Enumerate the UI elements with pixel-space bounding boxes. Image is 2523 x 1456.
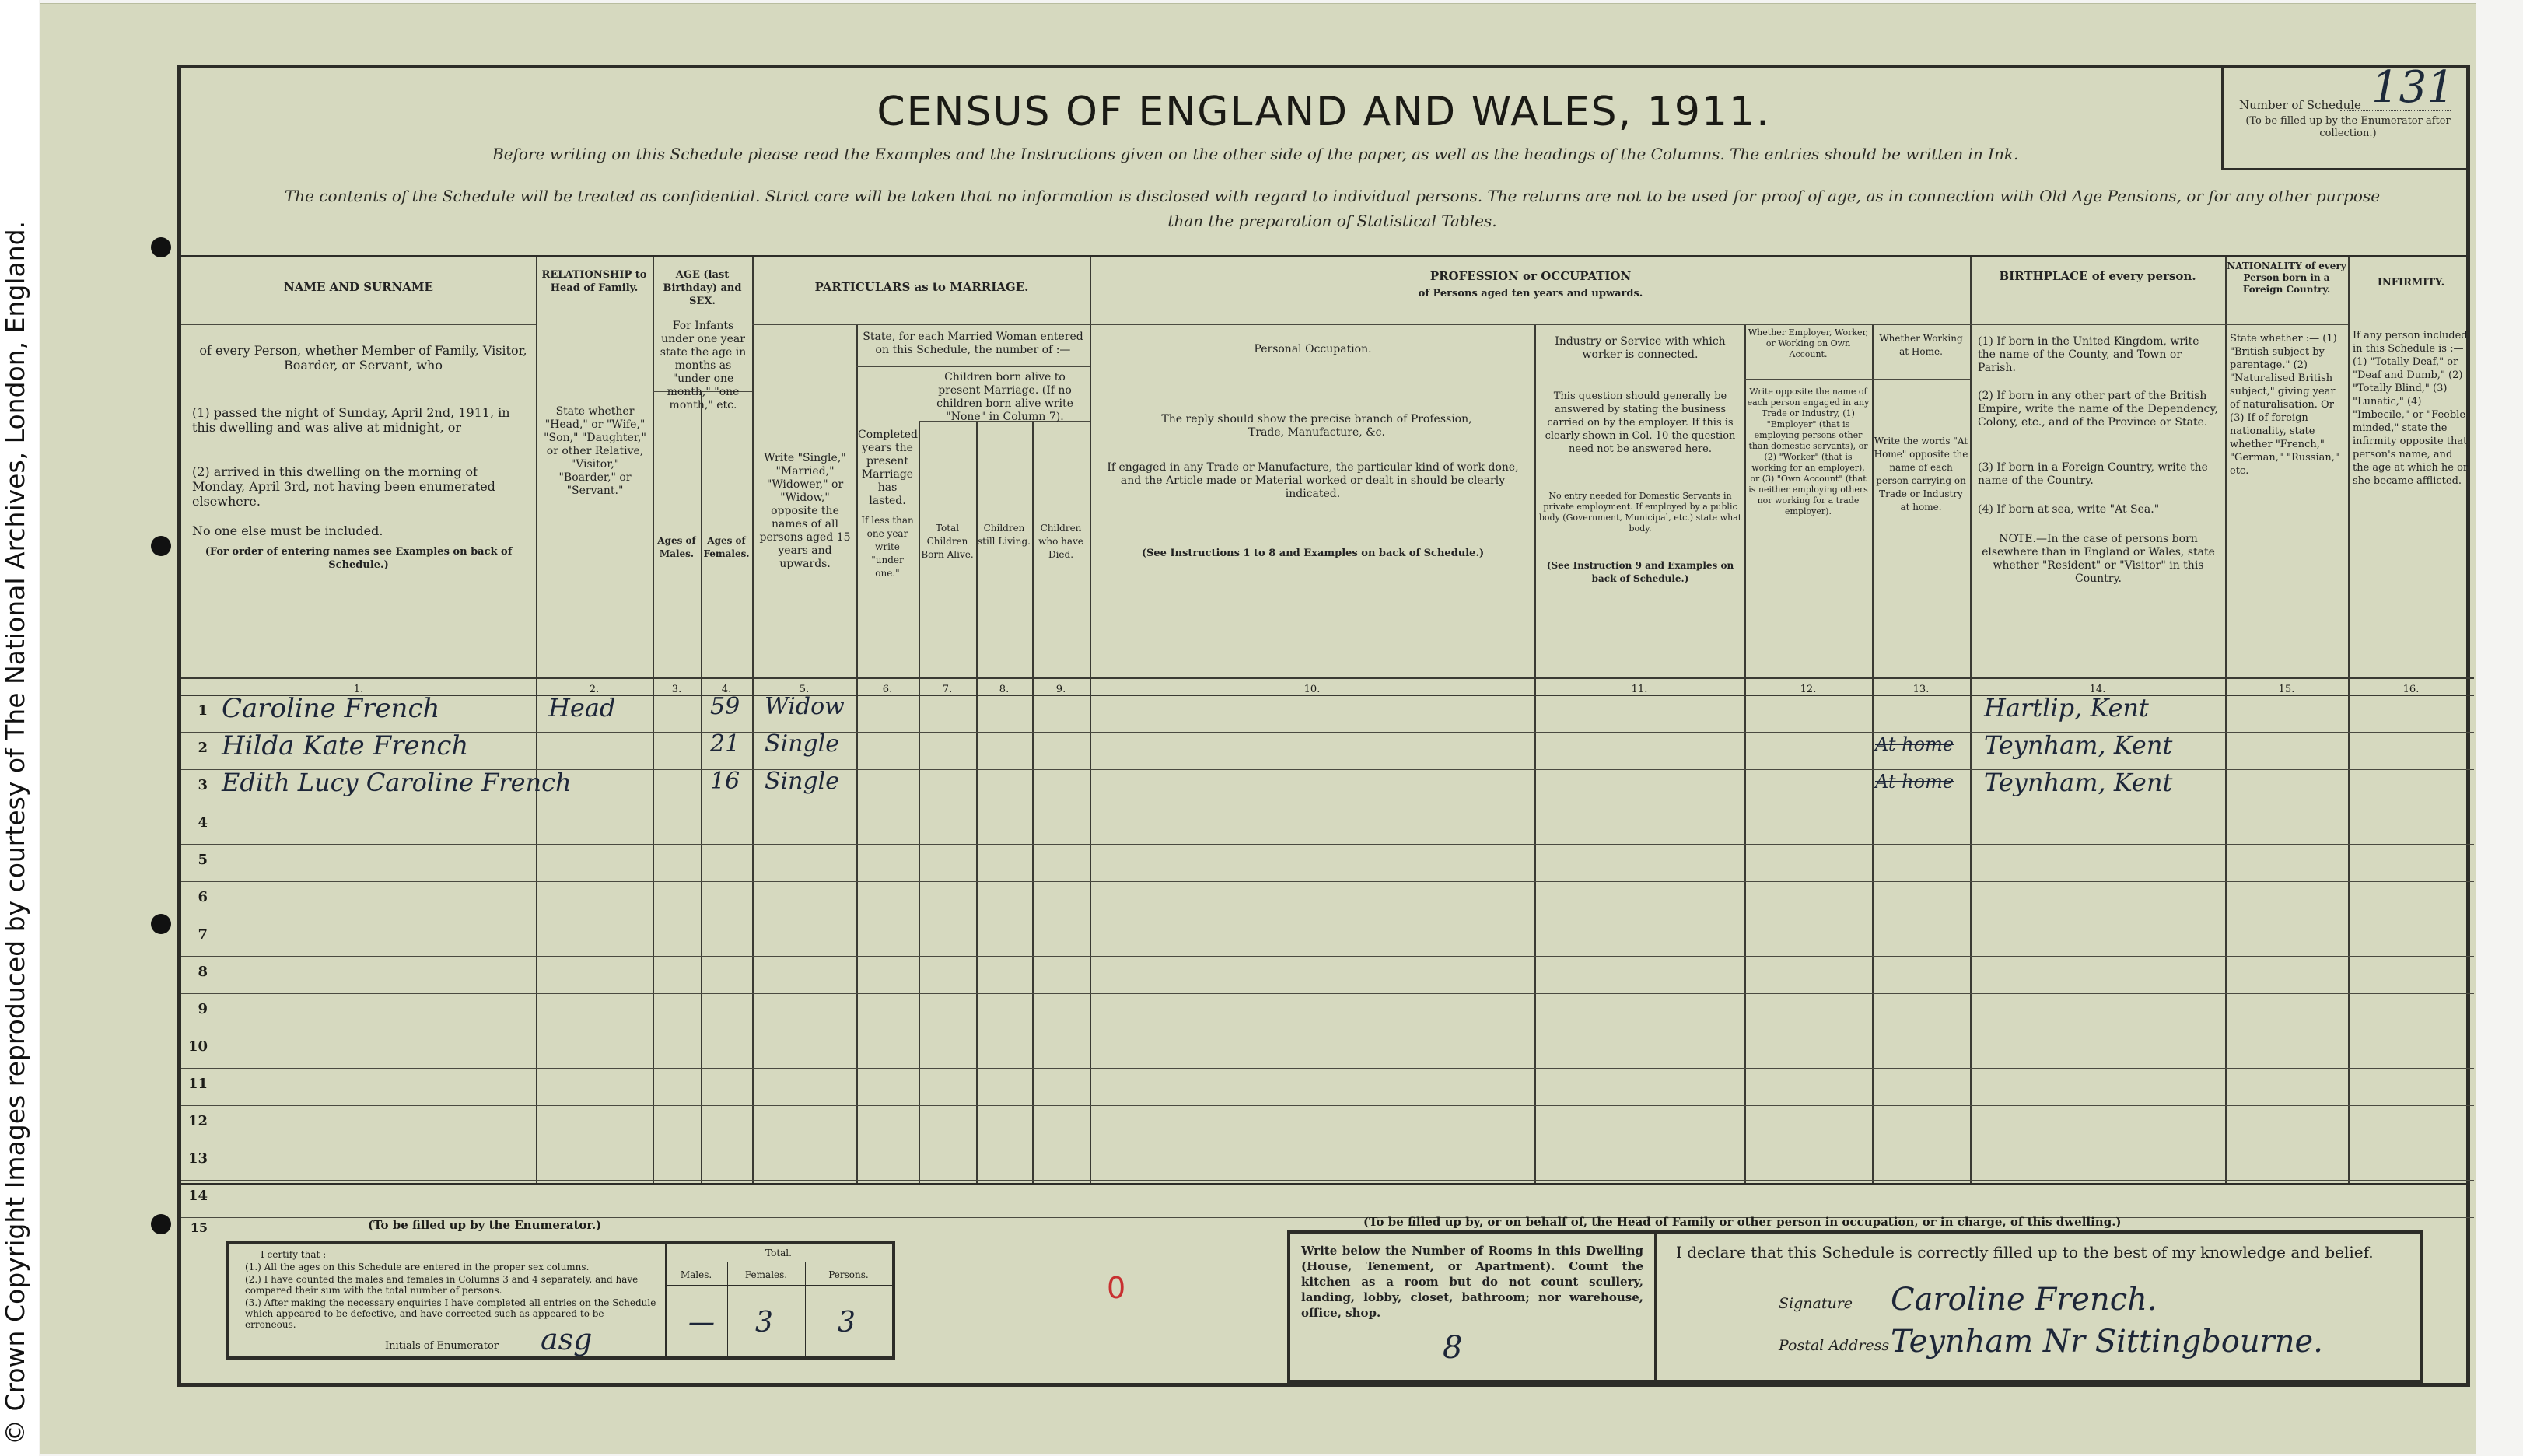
column-number: 11. — [1631, 684, 1648, 695]
males-label: Males. — [680, 1269, 712, 1280]
declaration-text: I declare that this Schedule is correctly filled up to the best of my knowledge and belief. — [1676, 1243, 2374, 1262]
punch-hole — [151, 237, 171, 257]
schedule-number-box — [2221, 62, 2466, 170]
address-value: Teynham Nr Sittingbourne. — [1891, 1324, 2323, 1360]
row-number: 15 — [190, 1220, 208, 1235]
row-number: 3 — [198, 777, 208, 793]
col11-body: This question should generally be answered by stating the business carried on by the employer. If this is clearly shown in Col. 10 the question need not be answered here. — [1545, 390, 1736, 455]
schedule-number-note: (To be filled up by the Enumerator after collection.) — [2245, 115, 2451, 139]
entry-name: Hilda Kate French — [222, 730, 469, 761]
household-heading: (To be filled up by, or on behalf of, the Head of Family or other person in occupation, or in charge, of this dwelling.) — [1363, 1215, 2122, 1229]
instruction-statistical: than the preparation of Statistical Tables. — [1167, 212, 1497, 230]
col3-title: Ages of Males. — [657, 535, 696, 559]
instruction-read-examples: Before writing on this Schedule please read the Examples and the Instructions given on the other side of the paper, as well as the headings of the Columns. The entries should be written in Ink. — [492, 145, 2019, 163]
children-head: Children born alive to present Marriage. (If no children born alive write "None" in Column 7). — [936, 371, 1073, 423]
entry-marriage: Single — [765, 730, 840, 758]
column-number: 3. — [671, 684, 682, 695]
age-title: AGE (last Birthday) and SEX. — [663, 269, 742, 307]
col14-instruction-4: (4) If born at sea, write "At Sea." — [1978, 503, 2160, 516]
entry-age-female: 59 — [710, 693, 740, 720]
entry-at-home: At home — [1875, 733, 1954, 755]
row-number: 8 — [198, 964, 208, 980]
red-mark: 0 — [1107, 1271, 1126, 1305]
col11-body-2: No entry needed for Domestic Servants in private employment. If employed by a public body (Government, Municipal, etc.) state what body. — [1538, 491, 1742, 534]
row-number: 5 — [198, 852, 208, 868]
rooms-instruction: Write below the Number of Rooms in this Dwelling (House, Tenement, or Apartment). Count the kitchen as a room but do not count scullery, landing, lobby, closet, bathroom; nor warehouse, office, shop. — [1301, 1244, 1643, 1320]
total-males: — — [688, 1307, 715, 1338]
entry-name: Edith Lucy Caroline French — [222, 768, 572, 797]
column-number: 4. — [721, 684, 732, 695]
col15-title: NATIONALITY of every Person born in a Foreign Country. — [2227, 261, 2346, 295]
entry-marriage: Single — [765, 768, 840, 795]
col9-title: Children who have Died. — [1038, 523, 1083, 560]
col14-note: NOTE.—In the case of persons born elsewhere than in England or Wales, state whether "Resident" or "Visitor" in this Country. — [1982, 533, 2215, 585]
col6-note: If less than one year write "under one." — [861, 515, 914, 579]
column-number: 1. — [353, 684, 364, 695]
rooms-box — [1287, 1230, 1657, 1383]
entry-at-home: At home — [1875, 771, 1954, 793]
declaration-box — [1657, 1230, 2423, 1383]
col4-title: Ages of Females. — [703, 535, 750, 559]
address-label: Postal Address — [1779, 1337, 1890, 1354]
row-number: 14 — [187, 1188, 208, 1204]
punch-hole — [151, 914, 171, 934]
row-number: 10 — [187, 1038, 208, 1055]
entry-birthplace: Teynham, Kent — [1984, 730, 2173, 760]
col10-note: (See Instructions 1 to 8 and Examples on back of Schedule.) — [1141, 548, 1485, 559]
row-rule — [181, 844, 2474, 845]
enumerator-cert-1: (1.) All the ages on this Schedule are entered in the proper sex columns. — [245, 1262, 590, 1272]
enumerator-initials-label: Initials of Enumerator — [385, 1340, 499, 1352]
copyright-strip — [0, 0, 39, 1456]
col14-title: BIRTHPLACE of every person. — [1999, 269, 2196, 283]
col12-body: Write opposite the name of each person engaged in any Trade or Industry, (1) "Employer" (that is employing persons other than domestic servants), or (2) "Worker" (that is working for an employer), or (3) "Own Account" (that is neither employing others nor working for a trade employer). — [1747, 387, 1870, 516]
entry-marriage: Widow — [765, 693, 845, 720]
row-rule — [181, 1180, 2474, 1181]
total-label: Total. — [765, 1248, 792, 1258]
col14-instruction-1: (1) If born in the United Kingdom, write the name of the County, and Town or Parish. — [1978, 335, 2199, 374]
punch-hole — [151, 1214, 171, 1234]
column-number: 2. — [589, 684, 600, 695]
col16-title: INFIRMITY. — [2377, 277, 2445, 289]
col2-body: State whether "Head," or "Wife," "Son," "Daughter," or other Relative, "Visitor," "Boarder," or "Servant." — [544, 405, 646, 497]
entry-age-female: 21 — [710, 730, 740, 758]
instruction-confidential: The contents of the Schedule will be treated as confidential. Strict care will be taken that no information is disclosed with regard to individual persons. The returns are not to be used for proof of age, as in connection with Old Age Pensions, or for any other purpose — [284, 187, 2381, 205]
row-rule — [181, 881, 2474, 882]
col1-instruction-3: No one else must be included. — [192, 523, 383, 538]
schedule-number-label: Number of Schedule — [2239, 98, 2361, 112]
col14-instruction-3: (3) If born in a Foreign Country, write the name of the Country. — [1978, 461, 2208, 487]
column-number: 9. — [1055, 684, 1066, 695]
rooms-value: 8 — [1443, 1330, 1463, 1366]
column-number: 13. — [1912, 684, 1930, 695]
col16-body: If any person included in this Schedule is :— (1) "Totally Deaf," or "Deaf and Dumb," (2) "Totally Blind," (3) "Lunatic," (4) "Imbecile," or "Feeble-minded," state the infirmity opposite that person's name, and the age at which he or she became afflicted. — [2353, 330, 2469, 487]
row-number: 7 — [198, 926, 208, 943]
col15-body: State whether :— (1) "British subject by parentage." (2) "Naturalised British subject," giving year of naturalisation. Or (3) If of foreign nationality, state whether "French," "German," "Russian," etc. — [2230, 333, 2339, 477]
column-number: 16. — [2402, 684, 2420, 695]
enumerator-cert-2: (2.) I have counted the males and females in Columns 3 and 4 separately, and have compared their sum with the total number of persons. — [245, 1274, 639, 1296]
married-woman-head: State, for each Married Woman entered on this Schedule, the number of :— — [863, 331, 1083, 356]
col12-title: Whether Employer, Worker, or Working on Own Account. — [1748, 327, 1869, 359]
punch-hole — [151, 536, 171, 556]
col7-title: Total Children Born Alive. — [921, 523, 974, 560]
census-schedule — [40, 3, 2476, 1454]
occupation-subtitle: of Persons aged ten years and upwards. — [1418, 288, 1643, 299]
total-females: 3 — [755, 1307, 773, 1339]
col8-title: Children still Living. — [978, 523, 1031, 547]
row-number: 12 — [187, 1113, 208, 1129]
row-number: 2 — [198, 740, 208, 756]
col5-body: Write "Single," "Married," "Widower," or "Widow," opposite the names of all persons aged 15 years and upwards. — [759, 452, 851, 570]
column-number: 10. — [1303, 684, 1321, 695]
entry-birthplace: Teynham, Kent — [1984, 768, 2173, 797]
column-number: 7. — [942, 684, 953, 695]
schedule-frame — [177, 62, 2470, 1387]
col1-title: NAME AND SURNAME — [284, 280, 433, 294]
col1-instruction-1: (1) passed the night of Sunday, April 2nd, 1911, in this dwelling and was alive at midnight, or — [192, 405, 510, 435]
enumerator-cert-3: (3.) After making the necessary enquiries I have completed all entries on the Schedule which appeared to be defective, and have corrected such as appeared to be erroneous. — [245, 1297, 656, 1330]
row-number: 1 — [198, 702, 208, 719]
row-rule — [181, 1105, 2474, 1106]
col1-body: of every Person, whether Member of Family, Visitor, Boarder, or Servant, who — [199, 343, 527, 373]
column-number: 5. — [799, 684, 810, 695]
total-persons: 3 — [838, 1307, 856, 1339]
column-number: 15. — [2278, 684, 2295, 695]
col13-body: Write the words "At Home" opposite the name of each person carrying on Trade or Industry at home. — [1874, 436, 1968, 513]
enumerator-heading: (To be filled up by the Enumerator.) — [368, 1218, 602, 1232]
copyright-text: © Crown Copyright Images reproduced by courtesy of The National Archives, London, England. — [0, 220, 30, 1445]
col1-note: (For order of entering names see Examples on back of Schedule.) — [205, 546, 513, 571]
column-number: 12. — [1800, 684, 1817, 695]
entry-age-female: 16 — [710, 768, 740, 795]
col11-title: Industry or Service with which worker is connected. — [1555, 335, 1726, 361]
age-body: For Infants under one year state the age in months as "under one month," "one month," etc. — [660, 320, 747, 411]
row-number: 13 — [187, 1150, 208, 1167]
row-rule — [181, 993, 2474, 994]
entry-birthplace: Hartlip, Kent — [1984, 693, 2149, 723]
column-number: 14. — [2089, 684, 2106, 695]
females-label: Females. — [744, 1269, 788, 1280]
enumerator-initials: asg — [541, 1322, 593, 1356]
signature-value: Caroline French. — [1891, 1282, 2157, 1318]
col10-title: Personal Occupation. — [1254, 343, 1372, 355]
page-title: CENSUS OF ENGLAND AND WALES, 1911. — [877, 89, 1771, 135]
column-number: 6. — [882, 684, 893, 695]
col13-title: Whether Working at Home. — [1879, 333, 1963, 357]
col10-body: The reply should show the precise branch of Profession, Trade, Manufacture, &c. — [1161, 413, 1472, 439]
column-number: 8. — [999, 684, 1010, 695]
row-number: 4 — [198, 814, 208, 831]
enumerator-certify: I certify that :— — [261, 1249, 336, 1260]
row-number: 6 — [198, 889, 208, 905]
col11-note: (See Instruction 9 and Examples on back of Schedule.) — [1546, 560, 1734, 584]
signature-label: Signature — [1779, 1295, 1853, 1312]
col6-body: Completed years the present Marriage has lasted. — [858, 429, 919, 507]
row-rule — [181, 956, 2474, 957]
occupation-title: PROFESSION or OCCUPATION — [1429, 269, 1632, 283]
row-rule — [181, 1068, 2474, 1069]
row-number: 9 — [198, 1001, 208, 1017]
entry-relationship: Head — [548, 693, 616, 723]
row-number: 11 — [187, 1076, 208, 1092]
marriage-title: PARTICULARS as to MARRIAGE. — [814, 280, 1029, 294]
col1-instruction-2: (2) arrived in this dwelling on the morning of Monday, April 3rd, not having been enumerated elsewhere. — [192, 464, 495, 509]
col10-body-2: If engaged in any Trade or Manufacture, the particular kind of work done, and the Article made or Material worked or dealt in should be clearly indicated. — [1107, 461, 1519, 500]
persons-label: Persons. — [828, 1269, 869, 1280]
schedule-number-value: 131 — [2371, 62, 2455, 113]
col2-title: RELATIONSHIP to Head of Family. — [541, 269, 647, 294]
enumerator-box — [226, 1241, 895, 1360]
col14-instruction-2: (2) If born in any other part of the British Empire, write the name of the Dependency, Colony, etc., and of the Province or State. — [1978, 390, 2218, 429]
entry-name: Caroline French — [222, 693, 440, 724]
